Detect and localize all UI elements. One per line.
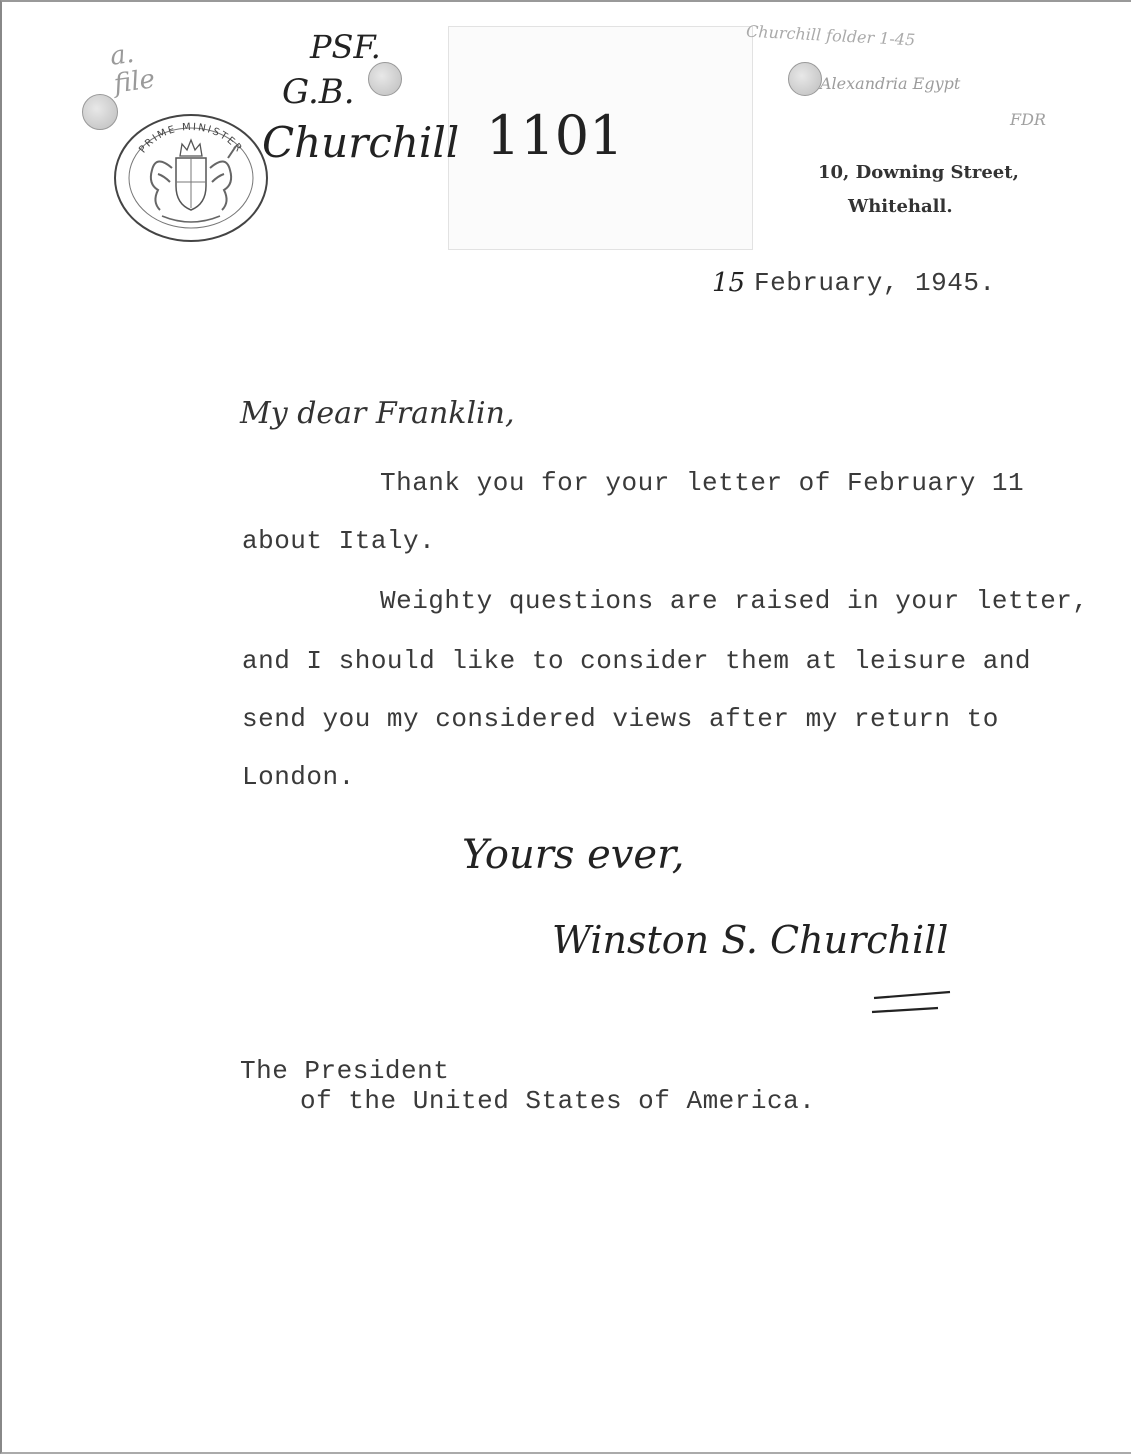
- body-line-2: about Italy.: [242, 526, 436, 556]
- gb-note: G.B.: [282, 72, 355, 112]
- addressee-line-1: The President: [240, 1056, 450, 1086]
- document-number: 1101: [486, 104, 624, 167]
- body-line-4: and I should like to consider them at leisure and: [242, 646, 1032, 676]
- letter-date: February, 1945.: [754, 268, 996, 298]
- letterhead-city: Whitehall.: [848, 196, 953, 217]
- closing: Yours ever,: [462, 832, 685, 878]
- prime-minister-crest-icon: [112, 112, 270, 244]
- svg-text:PRIME MINISTER: PRIME MINISTER: [137, 121, 245, 156]
- churchill-folder-note: Churchill: [262, 118, 460, 167]
- punch-hole-top: [368, 62, 402, 96]
- body-line-5: send you my considered views after my return to: [242, 704, 999, 734]
- initials-note: FDR: [1010, 110, 1046, 129]
- addressee-line-2: of the United States of America.: [300, 1086, 816, 1116]
- body-line-1: Thank you for your letter of February 11: [380, 468, 1025, 498]
- date-day: 15: [712, 268, 746, 298]
- file-note: a. file: [108, 38, 157, 100]
- letterhead-street: 10, Downing Street,: [818, 162, 1019, 183]
- punch-hole-right: [788, 62, 822, 96]
- body-line-6: London.: [242, 762, 355, 792]
- signature: Winston S. Churchill: [552, 918, 949, 962]
- typed-faint-note: Alexandria Egypt: [820, 74, 961, 93]
- salutation: My dear Franklin,: [240, 396, 515, 431]
- psf-note: PSF.: [310, 28, 381, 66]
- archive-note: Churchill folder 1-45: [745, 21, 916, 50]
- body-line-3: Weighty questions are raised in your letter,: [380, 586, 1089, 616]
- signature-underline-icon: [868, 988, 958, 1018]
